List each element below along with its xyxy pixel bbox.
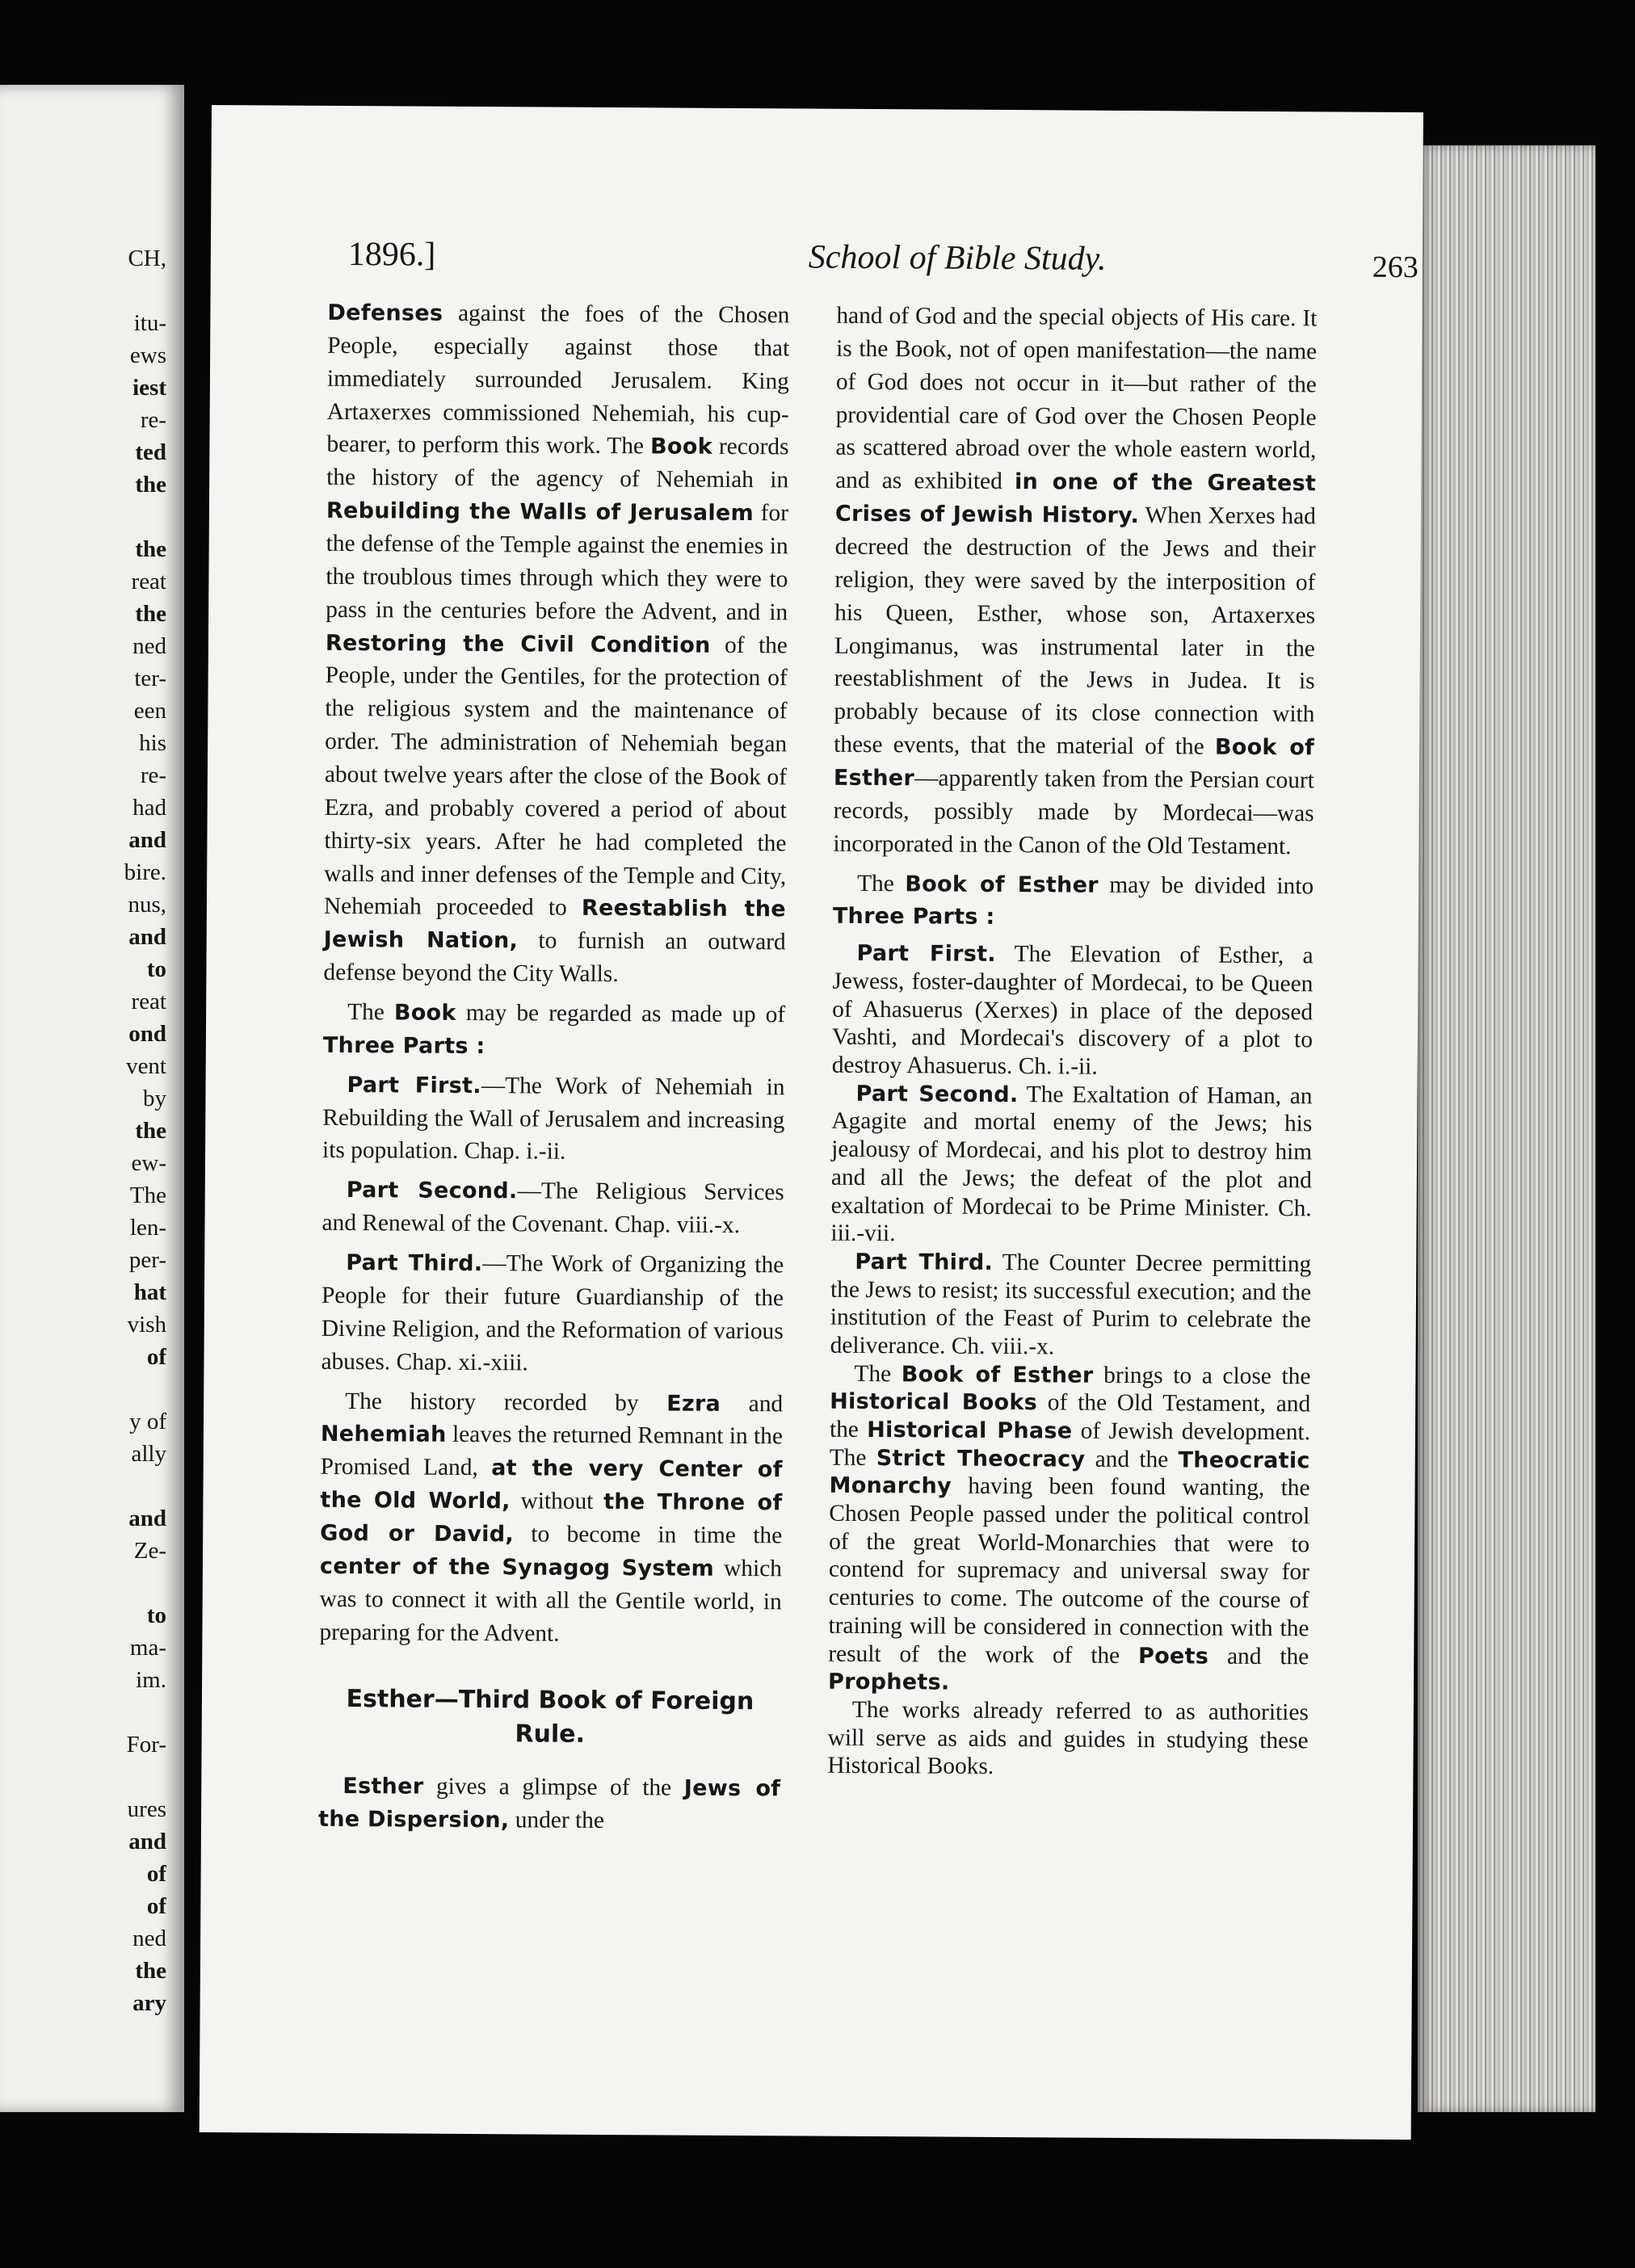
bold-text: Ezra	[666, 1390, 721, 1417]
paragraph	[833, 867, 1313, 935]
paragraph	[830, 1248, 1312, 1363]
left-fragment-line: and	[128, 827, 166, 853]
bold-text: Esther	[343, 1774, 424, 1800]
left-fragment-line: the	[135, 601, 166, 627]
left-fragment-line: had	[132, 795, 166, 821]
bold-text: Strict Theocracy	[876, 1445, 1086, 1472]
text-run: —The Religious Services and Renewal of the Covenant. Chap. viii.-x.	[322, 1178, 784, 1239]
bold-text: Part Second.	[346, 1178, 518, 1204]
left-fragment-line: ews	[129, 342, 166, 368]
left-fragment-line: Ze-	[133, 1538, 166, 1564]
left-fragment-line: een	[133, 698, 166, 724]
paragraph	[318, 1770, 780, 1838]
bold-text: Historical Books	[830, 1389, 1038, 1416]
left-fragment-line: and	[128, 1829, 166, 1854]
right-column	[827, 300, 1317, 1783]
running-header	[348, 235, 1423, 290]
left-page-text	[0, 242, 166, 2019]
left-fragment-line: iest	[132, 375, 166, 401]
bold-text: Prophets.	[827, 1669, 950, 1695]
left-fragment-line: len-	[129, 1215, 166, 1241]
left-fragment-line: the	[135, 1118, 166, 1144]
header-year: 1896.]	[347, 236, 436, 274]
text-run: having been found wanting, the Chosen People passed under the political control of the great World-Monarchies that were to contend for supremacy and universal sway for centuries to come. The outcome of the course of training will be considered in connection with the result of the work of the	[828, 1473, 1310, 1669]
left-fragment-line: ally	[131, 1441, 166, 1467]
text-run: —The Work of Organizing the People for their future Guardianship of the Divine Religion, and the Reformation of various abuses. Chap. xi.-xiii.	[321, 1250, 784, 1376]
left-fragment-line	[0, 1470, 166, 1502]
left-fragment-line: of	[146, 1893, 166, 1919]
left-fragment-line: the	[135, 536, 166, 562]
bold-text: Defenses	[327, 300, 443, 326]
text-run: leaves the returned Remnant in the Promised Land,	[320, 1422, 784, 1481]
bold-text: center of the Synagog System	[319, 1553, 715, 1581]
left-fragment-line	[0, 1567, 166, 1599]
paragraph	[322, 1069, 785, 1170]
paragraph	[830, 1079, 1312, 1250]
bold-text: Three Parts :	[832, 904, 995, 930]
bold-text: Book of Esther	[901, 1361, 1094, 1388]
bold-text: Theocratic Monarchy	[829, 1447, 1310, 1500]
text-run: The Exaltation of Haman, an Agagite and mortal enemy of the Jews; his jealousy of Mordecai, and his plot to destroy him and all the Jews; the defeat of the plot and exaltation of Mordecai to be Prime Minister. Ch. iii.-vii.	[830, 1081, 1313, 1247]
paragraph	[832, 939, 1313, 1082]
left-fragment-line: itu-	[133, 310, 166, 336]
left-page-fragment	[0, 85, 184, 2112]
left-fragment-line: the	[135, 472, 166, 498]
paragraph	[828, 1359, 1311, 1699]
left-fragment-line: bire.	[124, 859, 166, 885]
text-run: for the defense of the Temple against the enemies in the troublous times through which they were to pass in the centuries before the Advent, and in	[326, 500, 789, 626]
left-fragment-line: vent	[126, 1053, 166, 1079]
bold-text: the Throne of God or David,	[320, 1489, 783, 1548]
text-run: of the People, under the Gentiles, for the protection of the religious system and the maintenance of order. The administration of Nehemiah began about twelve years after the close of the Book of Ezra, and probably covered a period of about thirty-six years. After he had completed the walls and inner defenses of the Temple and City, Nehemiah proceeded to	[323, 632, 788, 922]
text-run: which was to connect it with all the Gentile world, in preparing for the Advent.	[319, 1555, 783, 1647]
paragraph	[827, 1696, 1309, 1783]
left-fragment-line: ures	[127, 1796, 166, 1822]
text-run: brings to a close the	[1093, 1362, 1311, 1389]
left-fragment-line: to	[146, 956, 166, 982]
bold-text: Part First.	[347, 1072, 481, 1098]
left-fragment-line: re-	[140, 762, 166, 788]
bold-text: Book of Esther	[905, 871, 1099, 898]
text-run: The	[854, 1360, 902, 1387]
left-fragment-line: For-	[126, 1732, 166, 1758]
left-fragment-line: y of	[129, 1409, 166, 1434]
bold-text: Book	[393, 1000, 456, 1026]
bold-text: Poets	[1137, 1643, 1209, 1670]
text-run: under the	[509, 1807, 605, 1834]
text-run: against the foes of the Chosen People, especially against those that immediately surrounded Jerusalem. King Artaxerxes commissioned Nehemiah, his cup-bearer, to perform this work. The	[326, 300, 790, 460]
left-fragment-line: the	[135, 1958, 166, 1984]
text-run: of Jewish development. The	[829, 1418, 1311, 1471]
left-fragment-line	[0, 501, 166, 533]
text-run: The Counter Decree permitting the Jews to resist; its successful execution; and the institution of the Feast of Purim to celebrate the deliverance. Ch. viii.-x.	[830, 1249, 1312, 1360]
bold-text: at the very Center of the Old World,	[320, 1455, 783, 1514]
left-fragment-line: CH,	[128, 246, 166, 271]
paragraph	[321, 1246, 784, 1381]
text-run: The	[347, 999, 394, 1026]
text-run: hand of God and the special objects of His care. It is the Book, not of open manifestation—the name of God does not occur in it—but rather of the providential care of God over the Chosen People as scattered abroad over the whole eastern world, and as exhibited	[835, 302, 1318, 495]
bold-text: Part First.	[856, 941, 997, 968]
bold-text: Part Second.	[855, 1081, 1019, 1107]
right-page	[200, 105, 1423, 2140]
left-fragment-line: hat	[133, 1279, 166, 1305]
left-fragment-line: reat	[131, 989, 166, 1014]
left-fragment-line: ned	[132, 633, 166, 659]
page-edges	[1418, 145, 1595, 2112]
text-run: —The Work of Nehemiah in Rebuilding the Wall of Jerusalem and increasing its population. Chap. i.-ii.	[322, 1072, 785, 1166]
bold-text: Jews of the Dispersion,	[317, 1775, 781, 1833]
bold-text: Reestablish the Jewish Nation,	[323, 896, 787, 954]
left-fragment-line	[0, 1761, 166, 1793]
left-fragment-line: ter-	[134, 666, 166, 691]
left-fragment-line: vish	[127, 1312, 166, 1338]
header-title: School of Bible Study.	[808, 238, 1107, 278]
bold-text: Part Third.	[855, 1249, 994, 1275]
left-fragment-line: of	[146, 1861, 166, 1887]
text-run: and the	[1085, 1446, 1179, 1473]
text-run: without	[510, 1488, 604, 1515]
text-run: The history recorded by	[345, 1388, 667, 1416]
bold-text: Rebuilding the Walls of Jerusalem	[326, 498, 754, 527]
paragraph	[323, 996, 785, 1065]
left-fragment-line: ma-	[129, 1635, 166, 1661]
left-fragment-line: ted	[135, 439, 166, 465]
bold-text: Nehemiah	[320, 1422, 447, 1448]
left-fragment-line: and	[128, 924, 166, 950]
bold-text: Part Third.	[346, 1250, 483, 1277]
left-fragment-line	[0, 1696, 166, 1728]
paragraph	[323, 296, 789, 993]
paragraph	[833, 300, 1317, 863]
bold-text: Book	[649, 434, 713, 460]
text-run: —apparently taken from the Persian court records, possibly made by Mordecai—was incorporated in the Canon of the Old Testament.	[833, 765, 1315, 859]
page-number: 263	[1372, 250, 1419, 285]
text-run: When Xerxes had decreed the destruction of the Jews and their religion, they were saved by the interposition of his Queen, Esther, whose son, Artaxerxes Longimanus, was instrumental later in the reestablishment of the Jews in Judea. It is probably because of its close connection with these events, that the material of the	[834, 502, 1317, 760]
text-run: to become in time the	[513, 1521, 783, 1549]
bold-text: Restoring the Civil Condition	[325, 630, 711, 658]
text-run: and the	[1208, 1643, 1309, 1670]
left-fragment-line: and	[128, 1506, 166, 1531]
bold-text: Historical Phase	[867, 1418, 1073, 1444]
left-fragment-line: ary	[132, 1990, 166, 2016]
bold-text: in one of the Greatest Crises of Jewish History.	[834, 469, 1317, 529]
paragraph	[322, 1174, 784, 1242]
paragraph	[319, 1384, 783, 1651]
text-run: The Elevation of Esther, a Jewess, foster-daughter of Mordecai, to be Queen of Ahasuerus (Xerxes) in place of the deposed Vashti, and Mordecai's discovery of a plot to destroy Ahasuerus. Ch. i.-ii.	[831, 941, 1313, 1080]
text-run: of the Old Testament, and the	[829, 1389, 1311, 1443]
left-fragment-line: to	[146, 1602, 166, 1628]
left-fragment-line: per-	[128, 1247, 166, 1273]
bold-text: Book of Esther	[833, 734, 1315, 792]
left-fragment-line: ew-	[131, 1150, 166, 1176]
section-heading: Esther—Third Book of Foreign Rule.	[346, 1685, 754, 1749]
left-fragment-line: his	[139, 730, 166, 756]
left-fragment-line: im.	[136, 1667, 166, 1693]
text-run: to furnish an outward defense beyond the City Walls.	[323, 927, 786, 988]
left-fragment-line	[0, 275, 166, 307]
left-fragment-line	[0, 1373, 166, 1405]
bold-text: Three Parts :	[322, 1032, 485, 1059]
left-fragment-line: nus,	[128, 892, 166, 918]
left-fragment-line: re-	[140, 407, 166, 433]
text-run: and	[721, 1390, 784, 1417]
left-fragment-line: of	[146, 1344, 166, 1370]
left-fragment-line: ned	[132, 1926, 166, 1951]
left-fragment-line: by	[143, 1086, 166, 1111]
text-run: gives a glimpse of the	[423, 1774, 684, 1801]
text-run: records the history of the agency of Nehemiah in	[326, 434, 789, 494]
text-run: may be regarded as made up of	[456, 999, 786, 1028]
left-fragment-line: The	[129, 1182, 166, 1208]
left-fragment-line: reat	[131, 569, 166, 594]
left-column	[318, 296, 790, 1839]
text-run: The	[857, 870, 906, 897]
text-run: may be divided into	[1098, 872, 1314, 899]
text-run: The works already referred to as authorities will serve as aids and guides in studying these Historical Books.	[827, 1696, 1309, 1780]
left-fragment-line: ond	[128, 1021, 166, 1047]
